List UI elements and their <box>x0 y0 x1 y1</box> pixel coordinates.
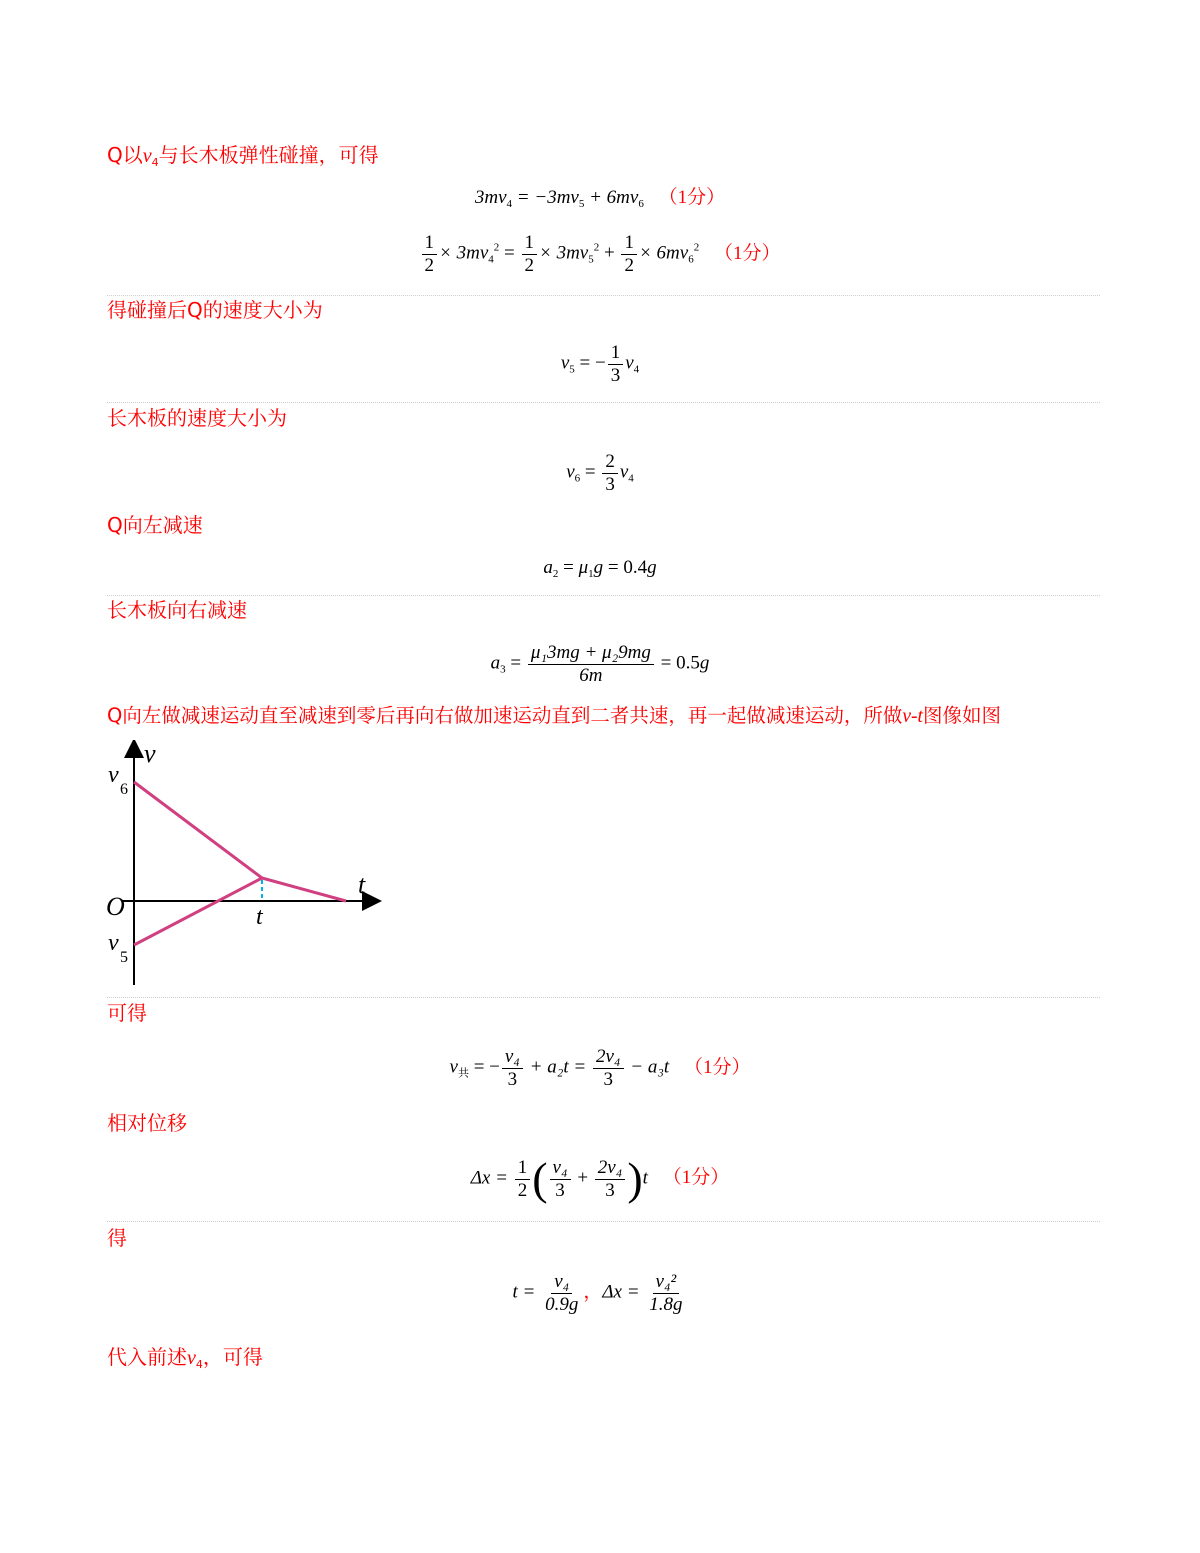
eq-superscript: 2 <box>493 241 500 254</box>
text-segment: 代入前述 <box>107 1345 187 1369</box>
text-line-board-decel: 长木板向右减速 <box>107 598 247 622</box>
score-mark: （1分） <box>713 242 781 264</box>
eq-term: = 0.4 <box>603 557 648 578</box>
fraction <box>528 642 654 687</box>
eq-term: Δx = <box>470 1167 513 1189</box>
eq-subscript: 3 <box>500 663 506 676</box>
fraction <box>595 1157 626 1202</box>
eq-term: g <box>647 557 657 578</box>
eq-term: = − <box>468 1056 500 1078</box>
eq-term: + a₂t = <box>524 1056 591 1078</box>
text-segment: Q以 <box>107 143 143 167</box>
t-mark-label: t <box>256 904 263 930</box>
frac-den: 6m <box>579 664 603 686</box>
frac-num: v₄² <box>653 1271 680 1294</box>
frac-num: v₄ <box>502 1046 523 1069</box>
eq-subscript: 共 <box>457 1066 469 1080</box>
text-line-motion <box>107 706 1001 727</box>
text-line-q-decel: Q向左减速 <box>107 513 203 537</box>
eq-term: = <box>558 557 579 578</box>
divider <box>107 997 1100 998</box>
text-line-substitute <box>107 1347 263 1370</box>
text-line-board-speed: 长木板的速度大小为 <box>107 406 287 430</box>
frac-num: 1 <box>522 232 538 255</box>
eq-term: g <box>699 652 710 674</box>
eq-term: v <box>619 461 629 483</box>
frac-num: μ₁3mg + μ₂9mg <box>528 642 654 665</box>
eq-term: t <box>642 1167 648 1189</box>
frac-den: 3 <box>610 364 621 386</box>
axis-label-t: t <box>358 870 366 899</box>
frac-den: 3 <box>603 1068 613 1090</box>
fraction <box>515 1157 531 1202</box>
equation-momentum <box>0 188 1200 210</box>
eq-subscript: 4 <box>633 363 640 376</box>
text-line-q-speed: 得碰撞后Q的速度大小为 <box>107 298 323 322</box>
frac-num: 2v₄ <box>593 1046 624 1069</box>
eq-term: μ <box>578 557 589 578</box>
fraction <box>422 232 438 277</box>
fraction <box>608 342 624 387</box>
eq-term: × 3mv <box>439 242 489 264</box>
frac-num: 1 <box>422 232 438 255</box>
eq-term: 3mv <box>474 187 507 208</box>
score-mark: （1分） <box>683 1056 751 1078</box>
eq-subscript: 6 <box>638 198 644 210</box>
eq-term: Δx = <box>602 1281 645 1303</box>
text-vt: v-t <box>902 706 923 727</box>
v6-label: v <box>108 762 119 788</box>
eq-term: v <box>449 1056 458 1078</box>
eq-subscript: 5 <box>569 363 575 376</box>
eq-subscript: 4 <box>506 198 513 210</box>
eq-term: a <box>490 652 501 674</box>
eq-term: t = <box>512 1281 541 1303</box>
frac-den: 3 <box>605 473 615 495</box>
text-segment: ，可得 <box>202 1345 263 1369</box>
eq-subscript: 2 <box>552 568 559 580</box>
frac-den: 2 <box>424 254 435 276</box>
q-line-accel <box>134 878 262 945</box>
fraction <box>602 451 618 496</box>
eq-term: g <box>593 557 604 578</box>
eq-superscript: 2 <box>693 241 700 254</box>
eq-term: = 0.5 <box>655 652 700 674</box>
text-line-get: 得 <box>107 1226 127 1250</box>
fraction <box>621 232 637 277</box>
equation-t-and-dx <box>0 1271 1200 1316</box>
frac-den: 0.9g <box>545 1293 579 1315</box>
frac-den: 1.8g <box>649 1293 683 1315</box>
eq-term: − a₃t <box>625 1056 670 1078</box>
equation-energy: $\frac{1}{2}$ × $3mv_4^2$ = $\frac{1}{2}$ × $3mv_5^2$ + $\frac{1}{2}$ × $6mv_6^2$ （1分） <box>0 232 1200 277</box>
equation-v6 <box>0 451 1200 496</box>
eq-subscript: 6 <box>574 472 581 485</box>
fraction <box>593 1046 624 1091</box>
eq-term: = −3mv <box>512 187 579 208</box>
frac-num: 2v₄ <box>595 1157 626 1180</box>
eq-subscript: 4 <box>628 472 634 485</box>
text-line-obtain: 可得 <box>107 1001 147 1025</box>
frac-num: 2 <box>602 451 618 474</box>
divider <box>107 1221 1100 1222</box>
eq-term: a <box>543 557 553 578</box>
frac-den: 3 <box>507 1068 518 1090</box>
frac-num: 1 <box>608 342 624 365</box>
equation-v-common <box>0 1046 1200 1091</box>
right-paren: ) <box>627 1153 643 1204</box>
equation-v5 <box>0 342 1200 387</box>
frac-den: 3 <box>605 1179 615 1201</box>
variable-subscript: 4 <box>195 1358 203 1371</box>
eq-subscript: 1 <box>588 568 594 580</box>
text-line-relative-disp: 相对位移 <box>107 1111 187 1135</box>
frac-num: 1 <box>621 232 637 255</box>
text-segment: 图像如图 <box>922 704 1001 727</box>
fraction <box>542 1271 581 1316</box>
fraction <box>550 1157 571 1202</box>
eq-term: + <box>572 1167 593 1189</box>
frac-den: 2 <box>624 254 634 276</box>
equation-a3: $a_3$ = $\frac{\text{μ₁3mg + μ₂9mg}}{6m}$ = 0.5g <box>490 642 710 686</box>
equation-a2 <box>0 558 1200 580</box>
board-line-decel <box>134 782 262 878</box>
eq-term: v <box>560 352 570 374</box>
text-segment: 与长木板弹性碰撞，可得 <box>158 143 379 167</box>
frac-den: 2 <box>517 1179 528 1201</box>
variable-subscript: 4 <box>151 156 159 169</box>
text-line-collision <box>107 145 379 168</box>
eq-term: = − <box>574 352 606 374</box>
frac-num: v₄ <box>550 1157 571 1180</box>
left-paren: ( <box>532 1153 548 1204</box>
eq-term: v <box>625 352 634 374</box>
v5-label: v <box>108 930 119 956</box>
eq-subscript: 4 <box>488 253 494 266</box>
origin-label: O <box>106 892 125 921</box>
common-line-decel <box>262 878 346 901</box>
score-mark: （1分） <box>658 187 726 208</box>
fraction <box>646 1271 685 1316</box>
eq-term: = <box>580 461 601 483</box>
fraction <box>522 232 538 277</box>
eq-subscript: 5 <box>578 198 585 210</box>
v6-subscript: 6 <box>120 781 128 798</box>
frac-num: 1 <box>515 1157 531 1180</box>
fraction <box>502 1046 523 1091</box>
divider <box>107 295 1100 296</box>
variable-v: v <box>142 145 152 167</box>
eq-subscript: 5 <box>588 253 594 266</box>
divider <box>107 595 1100 596</box>
variable-v: v <box>187 1347 196 1369</box>
divider <box>107 402 1100 403</box>
score-mark: （1分） <box>662 1167 730 1189</box>
text-segment: Q向左做减速运动直至减速到零后再向右做加速运动直到二者共速，再一起做减速运动，所做 <box>107 704 903 727</box>
eq-subscript: 6 <box>688 253 694 266</box>
frac-den: 3 <box>555 1179 565 1201</box>
eq-term: × 3mv <box>539 242 589 264</box>
eq-term: v <box>566 461 575 483</box>
vt-graph <box>100 740 390 990</box>
axis-label-v: v <box>144 740 156 768</box>
eq-term: + 6mv <box>584 187 639 208</box>
eq-superscript: 2 <box>593 241 600 254</box>
v5-subscript: 5 <box>120 949 128 966</box>
eq-term: × 6mv <box>638 242 689 264</box>
frac-den: 2 <box>524 254 534 276</box>
eq-comma: ， <box>583 1281 603 1303</box>
frac-num: v₄ <box>551 1271 572 1294</box>
equation-delta-x <box>0 1153 1200 1204</box>
